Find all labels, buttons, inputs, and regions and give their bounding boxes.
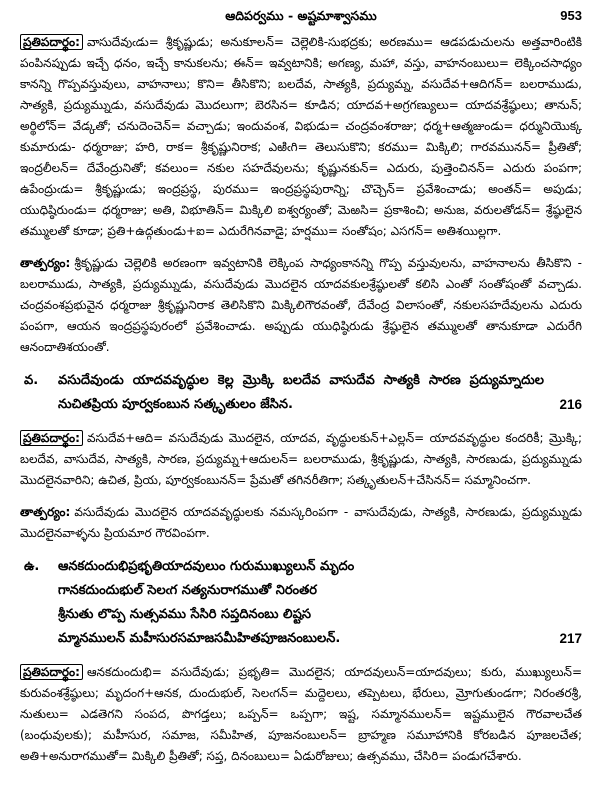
meaning-label: తాత్పర్యం: xyxy=(20,505,71,519)
word-meaning-text: వాసుదేవుఁడు= శ్రీకృష్ణుడు; అనుకూలన్= చెల్లెలికి-సుభద్రకు; అరణము= ఆడపడుచులను అత్తవారింటికి పంపినప్పుడు ఇచ్చే ధనం, ఇచ్చే కానుకలను; ఈన్= ఇవ్వటానికి; అగణ్య, మహా, వస్తు, వాహనంబులు= లెక్కించసాధ్యం కానన్ని గొప్పవస్తువులు, వాహనాలు; కొని= తీసికొని; బలదేవ, సాత్యకి, ప్రద్యుమ్న, వసుదేవ+ఆదిగన్= బలరాముడు, సాత్యకి, ప్రద్యుమ్నుడు, వసుదేవుడు మొదలుగా; బెరసిన= కూడిన; యాదవ+అగ్రగణ్యులు= యాదవశ్రేష్ఠులు; తానున్; అర్థిలోన్= వేడ్కతో; చనుదెంచెన్= వచ్చాడు; ఇందువంశ, విభుడు= చంద్రవంశరాజు; ధర్మ+ఆత్మజుండు= ధర్మునియొక్క కుమారుడు- ధర్మరాజు; హరి, రాక= శ్రీకృష్ణునిరాక; ఎఱిఁగి= తెలుసుకొని; కరము= మిక్కిలి; గారవమునన్= ప్రీతితో; ఇంద్రలీలన్= దేవేంద్రునితో; కవలుం= నకుల సహదేవులను; కృష్ణునకున్= ఎదురు, పుత్తెంచినన్= ఎదురు పంపగా; ఉపేంద్రుఁడు= శ్రీకృష్ణుఁడు; ఇంద్రప్రస్థ, పురము= ఇంద్రప్రస్థపురాన్ని; చొచ్చెన్= ప్రవేశించాడు; అంతన్= అపుడు; యుధిష్ఠిరుండు= ధర్మరాజు; అతి, విభూతిన్= మిక్కిలి ఐశ్వర్యంతో; మెఱసి= ప్రకాశించి; అనుజ, వరులతోడన్= శ్రేష్ఠులైన తమ్ములతో కూడా; ప్రతి+ఉద్గతుండు+ఐ= ఎదురేగినవాడై; హర్షము= సంతోషం; ఎసగన్= అతిశయిల్లగా. xyxy=(20,35,582,238)
word-meaning-label: ప్రతిపదార్థం: xyxy=(20,430,83,446)
verse-216 xyxy=(20,369,582,417)
meaning-paragraph xyxy=(20,502,582,544)
meaning-label: తాత్పర్యం: xyxy=(20,256,71,270)
verse-line: గానకదుందుభుల్ సెలఁగ నత్యనురాగముతో నిరంతర xyxy=(58,583,317,598)
word-meaning-paragraph xyxy=(20,662,582,767)
word-meaning-text: వసుదేవ+ఆది= వసుదేవుడు మొదలైన, యాదవ, వృద్ధులకున్+ఎల్లన్= యాదవవృద్ధుల కందరికీ; మ్రొక్కి; బలదేవ, వాసుదేవ, సాత్యకి, సారణ, ప్రద్యుమ్న+ఆదులన్= బలరాముడు, శ్రీకృష్ణుడు, సాత్యకి, సారణుడు, ప్రద్యుమ్నుడు మొదలైనవారిని; ఉచిత, ప్రియ, పూర్వకంబునన్= ప్రేమతో తగినరీతిగా; సత్కృతులన్+చేసినన్= సమ్మానించగా. xyxy=(20,431,582,487)
page-header xyxy=(20,6,582,26)
verse-text xyxy=(58,369,582,417)
verse-number: 216 xyxy=(559,397,582,412)
verse-text xyxy=(58,555,582,651)
word-meaning-paragraph xyxy=(20,428,582,491)
page-body xyxy=(20,32,582,806)
meaning-paragraph xyxy=(20,253,582,358)
verse-number: 217 xyxy=(559,631,582,646)
verse-217 xyxy=(20,555,582,651)
verse-line: వసుదేవుండు యాదవవృద్ధుల కెల్ల మ్రొక్కి బలదేవ వాసుదేవ సాత్యకి సారణ ప్రద్యుమ్నాదుల నుచితప్రియ పూర్వకంబున సత్కృతులం జేసిన. xyxy=(58,373,544,412)
meaning-text: శ్రీకృష్ణుడు చెల్లెలికి అరణంగా ఇవ్వటానికి లెక్కింప సాధ్యంకానన్ని గొప్ప వస్తువులను, వాహనాలను తీసికొని - బలరాముడు, సాత్యకి, ప్రద్యుమ్నుడు, వసుదేవుడు మొదలైన యాదవకులశ్రేష్ఠులతో కలిసి ఎంతో సంతోషంతో వచ్చాడు. చంద్రవంశప్రభువైన ధర్మరాజు శ్రీకృష్ణునిరాక తెలిసికొని మిక్కిలిగౌరవంతో, దేవేంద్ర విలాసంతో, నకులసహదేవులను ఎదురు పంపగా, ఆయన ఇంద్రప్రస్థపురంలో ప్రవేశించాడు. అప్పుడు యుధిష్ఠిరుడు శ్రేష్ఠులైన తమ్ములతో తానుకూడా ఎదురేగి ఆనందాతిశయంతో. xyxy=(20,256,582,354)
verse-meter-prefix: ఉ. xyxy=(24,559,40,574)
word-meaning-label: ప్రతిపదార్థం: xyxy=(20,664,83,680)
verse-meter-prefix: వ. xyxy=(24,373,39,388)
verse-line: ఆనకదుందుభిప్రభృతియాదవులుం గురుముఖ్యులున్ మృదం xyxy=(58,559,355,574)
running-title: ఆదిపర్వము - అష్టమాశ్వాసము xyxy=(225,8,377,23)
verse-line: మ్మానములన్ మహీసురసమాజసమీహితపూజనంబులన్. xyxy=(58,631,341,646)
verse-line: శ్రీనుతు లొప్ప నుత్సవము సేసిరి సప్తదినంబు లిష్టస xyxy=(58,607,311,622)
page-number: 953 xyxy=(560,8,582,23)
word-meaning-label: ప్రతిపదార్థం: xyxy=(20,34,83,50)
word-meaning-paragraph xyxy=(20,32,582,242)
meaning-text: వసుదేవుడు మొదలైన యాదవవృద్ధులకు నమస్కరింపగా - వాసుదేవుడు, సాత్యకి, సారణుడు, ప్రద్యుమ్నుడు మొదలైనవాళ్ళను ప్రియమార గౌరవింపగా. xyxy=(20,505,582,540)
word-meaning-text: ఆనకదుందుభి= వసుదేవుడు; ప్రభృతి= మొదలైన; యాదవులున్=యాదవులు; కురు, ముఖ్యులున్= కురువంశశ్రేష్ఠులు; మృదంగ+ఆనక, దుందుభుల్, సెలఁగన్= మద్దెలలు, తప్పెటలు, భేరులు, మ్రోగుతుండగా; నిరంతరశ్రీ, నుతులు= ఎడతెగని సంపద, పొగడ్తలు; ఒప్పన్= ఒప్పగా; ఇష్ట, సమ్మానములన్= ఇష్టములైన గౌరవాలచేత (బంధువులకు); మహీసుర, సమాజ, సమీహిత, పూజనంబులన్= బ్రాహ్మణ సమూహానికి కోరబడిన పూజలచేత; అతి+అనురాగముతో= మిక్కిలి ప్రీతితో; సప్త, దినంబులు= ఏడురోజులు; ఉత్సవము, చేసిరి= పండుగచేశారు. xyxy=(20,665,582,763)
